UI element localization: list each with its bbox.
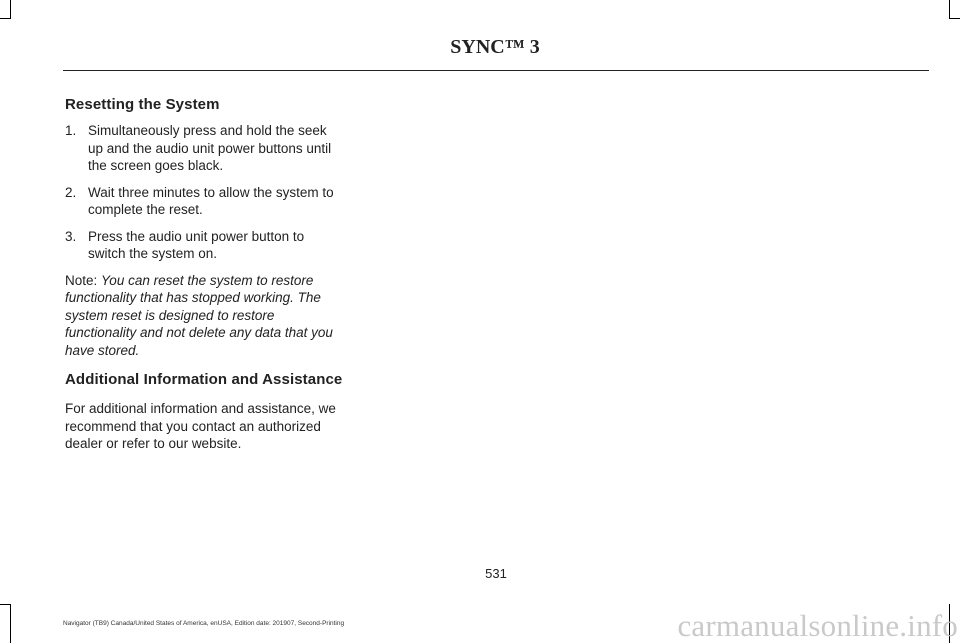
section-heading-additional-info: Additional Information and Assistance: [65, 371, 343, 388]
crop-mark-bottom-left-v: [10, 604, 11, 643]
additional-info-paragraph: For additional information and assistance, we recommend that you contact an authorized dealer or refer to our website.: [65, 401, 336, 451]
step-text: Wait three minutes to allow the system to complete the reset.: [88, 184, 334, 217]
list-item: [65, 228, 345, 263]
step-number: 1.: [65, 123, 77, 138]
page-number: 531: [485, 566, 507, 581]
note-label: Note:: [65, 272, 98, 288]
step-number: 3.: [65, 228, 77, 244]
page-header-title: SYNC™ 3: [450, 36, 540, 58]
crop-mark-bottom-left-h: [0, 604, 11, 605]
crop-mark-top-right-v: [949, 0, 950, 18]
list-item: [65, 122, 345, 175]
watermark-text: carmanualsonline.info: [677, 608, 958, 643]
main-column: [65, 96, 345, 453]
crop-mark-top-left-h: [0, 18, 11, 19]
reset-steps-list: [65, 122, 345, 263]
list-item: [65, 184, 345, 219]
crop-mark-top-right-h: [949, 18, 960, 19]
note-text: You can reset the system to restore functionality that has stopped working. The system reset is designed to restore functionality and not delete any data that you have stored.: [65, 272, 333, 358]
header-divider: [63, 70, 929, 71]
step-text: Simultaneously press and hold the seek up and the audio unit power buttons until the screen goes black.: [88, 123, 332, 173]
footer-edition-text: Navigator (TB9) Canada/United States of America, enUSA, Edition date: 201907, Second-Printing: [63, 620, 345, 627]
step-text: Press the audio unit power button to switch the system on.: [88, 228, 305, 261]
crop-mark-top-left-v: [10, 0, 11, 18]
section-heading-resetting: Resetting the System: [65, 96, 220, 113]
step-number: 2.: [65, 184, 77, 200]
note-paragraph: [65, 272, 345, 360]
